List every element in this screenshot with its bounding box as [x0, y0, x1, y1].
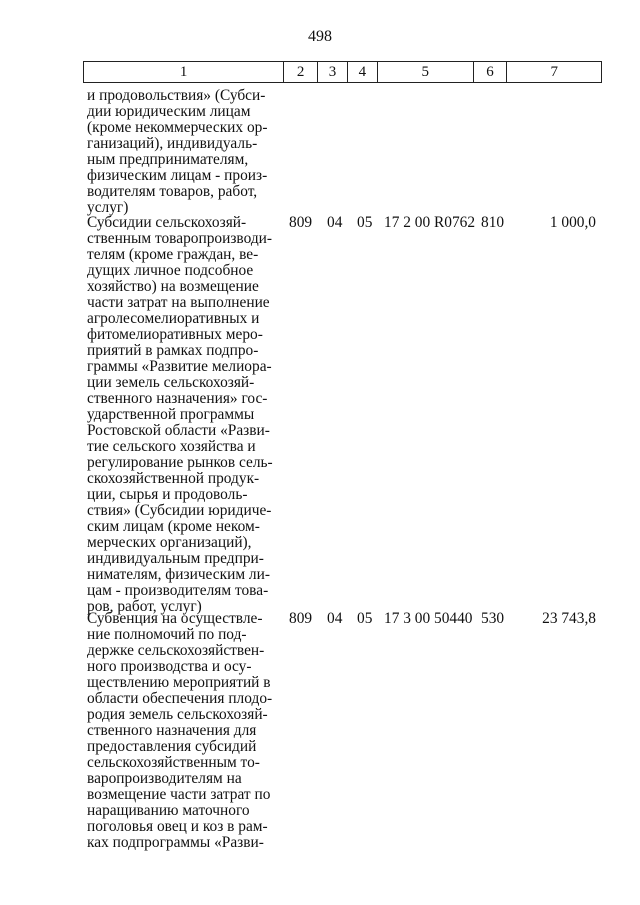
row-3-col-7: 23 743,8	[542, 610, 596, 627]
row-2-col-5: 17 2 00 R0762	[384, 214, 476, 231]
row-2-col-6: 810	[481, 214, 505, 231]
row-3-col-5: 17 3 00 50440	[384, 610, 473, 627]
header-col-3: 3	[318, 62, 348, 82]
table-header	[83, 61, 602, 83]
row-3-description: Субвенция на осуществле- ние полномочий по под- держке сельскохозяйствен- ного производства и осу- ществлению мероприятий в области обеспечения плодо- родия земель сельскохозяй- ственного назначения для предоставления субсидий сельскохозяйственным то- варопроизводителям на возмещение части затрат по наращиванию маточного поголовья овец и коз в рам- ках подпрограммы «Разви-	[87, 610, 273, 851]
row-2-col-3: 04	[327, 214, 343, 231]
header-col-6: 6	[474, 62, 508, 82]
row-1-description: и продовольствия» (Субси- дии юридическим лицам (кроме некоммерческих ор- ганизаций), индивидуаль- ным предпринимателям, физическим лицам - произ- водителям товаров, работ, услуг)	[87, 87, 268, 216]
header-col-4: 4	[348, 62, 378, 82]
row-2-col-2: 809	[289, 214, 313, 231]
row-3-col-4: 05	[357, 610, 373, 627]
header-col-1: 1	[84, 62, 284, 82]
row-2-col-4: 05	[357, 214, 373, 231]
header-col-2: 2	[284, 62, 318, 82]
row-2-col-7: 1 000,0	[549, 214, 596, 231]
row-3-col-6: 530	[481, 610, 505, 627]
row-3-col-2: 809	[289, 610, 313, 627]
page-number: 498	[308, 28, 332, 45]
row-3-col-3: 04	[327, 610, 343, 627]
header-col-5: 5	[378, 62, 474, 82]
row-2-description: Субсидии сельскохозяй- ственным товаропроизводи- телям (кроме граждан, ве- дущих личное подсобное хозяйство) на возмещение части затрат на выполнение агролесомелиоративных и фитомелиоративных меро- приятий в рамках подпро- граммы «Развитие мелиора- ции земель сельскохозяй- ственного назначения» гос- ударственной программы Ростовской области «Разви- тие сельского хозяйства и регулирование рынков сель- скохозяйственной продук- ции, сырья и продоволь- ствия» (Субсидии юридиче- ским лицам (кроме неком- мерческих организаций), индивидуальным предпри- нимателям, физическим ли- цам - производителям това- ров, работ, услуг)	[87, 214, 273, 615]
header-col-7: 7	[550, 64, 558, 80]
